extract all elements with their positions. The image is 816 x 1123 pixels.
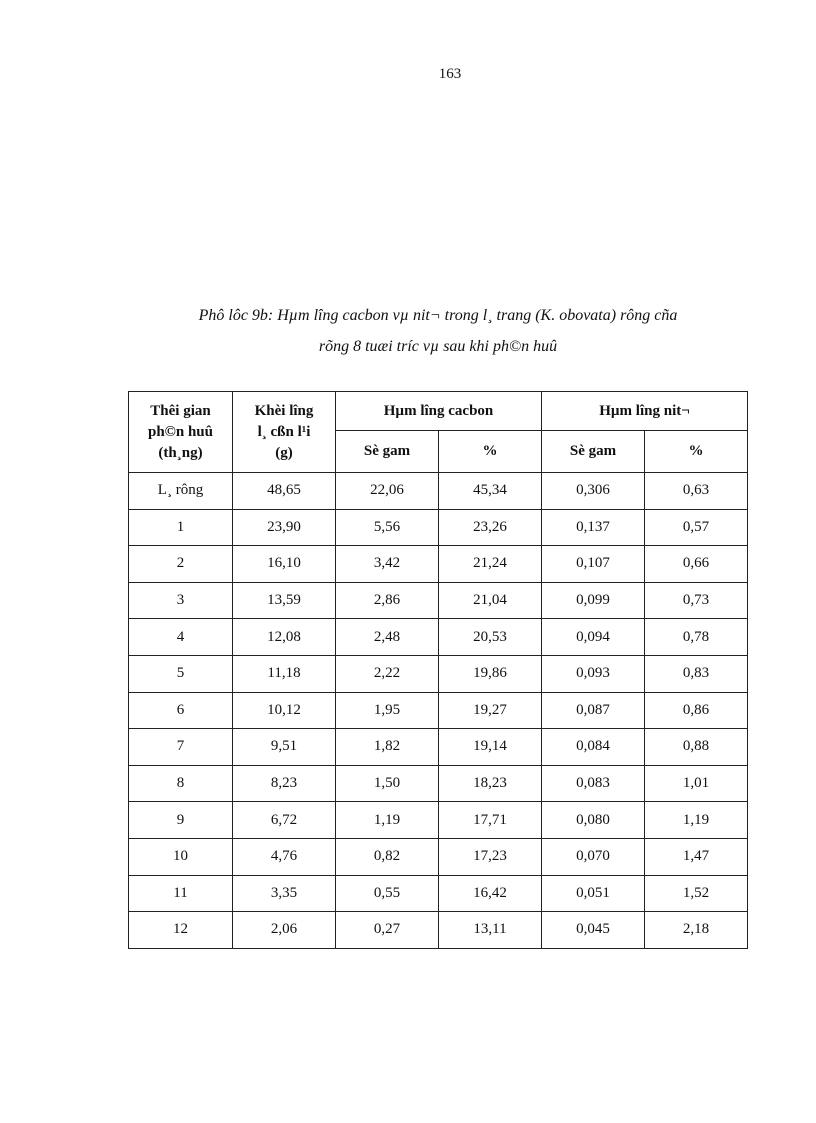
table-cell: 16,10	[233, 546, 336, 583]
table-row	[129, 619, 748, 656]
table-cell: 17,71	[439, 802, 542, 839]
table-cell: 6,72	[233, 802, 336, 839]
table-cell: 0,087	[542, 692, 645, 729]
table-cell: 2,18	[645, 912, 748, 949]
table-cell: 13,59	[233, 582, 336, 619]
caption-line-1: Phô lôc 9b: Hµm lîng cacbon vµ nit¬ trong l¸ trang (K. obovata) rông cña	[198, 307, 678, 324]
table-cell: 5	[129, 655, 233, 692]
table-row	[129, 509, 748, 546]
table-cell: 45,34	[439, 473, 542, 510]
table-cell: 0,88	[645, 729, 748, 766]
table-cell: 0,27	[336, 912, 439, 949]
table-cell: 10	[129, 838, 233, 875]
table-cell: 0,084	[542, 729, 645, 766]
header-mass: Khèi lîng l¸ cßn l¹i (g)	[233, 392, 336, 473]
table-cell: 17,23	[439, 838, 542, 875]
table-cell: 13,11	[439, 912, 542, 949]
table-cell: 3	[129, 582, 233, 619]
table-cell: 21,04	[439, 582, 542, 619]
table-cell: 0,094	[542, 619, 645, 656]
table-cell: 1,19	[336, 802, 439, 839]
table-cell: 0,070	[542, 838, 645, 875]
table-cell: 12,08	[233, 619, 336, 656]
table-cell: 0,86	[645, 692, 748, 729]
table-row	[129, 655, 748, 692]
table-cell: 1,47	[645, 838, 748, 875]
table-cell: 18,23	[439, 765, 542, 802]
table-cell: 23,90	[233, 509, 336, 546]
table-cell: 8,23	[233, 765, 336, 802]
table-row	[129, 912, 748, 949]
table-cell: 20,53	[439, 619, 542, 656]
table-cell: 2,86	[336, 582, 439, 619]
header-nitrogen-percent: %	[645, 431, 748, 473]
table-cell: 1,01	[645, 765, 748, 802]
table-cell: 3,42	[336, 546, 439, 583]
table-row	[129, 875, 748, 912]
table-cell: 2,22	[336, 655, 439, 692]
table-row	[129, 729, 748, 766]
table-cell: 5,56	[336, 509, 439, 546]
table-cell: 1	[129, 509, 233, 546]
table-cell: 2,06	[233, 912, 336, 949]
table-cell: 1,95	[336, 692, 439, 729]
table-cell: 0,051	[542, 875, 645, 912]
table-cell: 19,86	[439, 655, 542, 692]
table-cell: 0,57	[645, 509, 748, 546]
table-cell: 0,099	[542, 582, 645, 619]
header-row-1	[129, 392, 748, 431]
table-cell: 0,63	[645, 473, 748, 510]
table-cell: 9	[129, 802, 233, 839]
table-cell: 12	[129, 912, 233, 949]
table-row	[129, 765, 748, 802]
table-cell: 7	[129, 729, 233, 766]
table-cell: 0,107	[542, 546, 645, 583]
table-cell: 2,48	[336, 619, 439, 656]
header-time: Thêi gian ph©n huû (th¸ng)	[129, 392, 233, 473]
table-row	[129, 838, 748, 875]
table-cell: 1,19	[645, 802, 748, 839]
table-cell: 0,045	[542, 912, 645, 949]
table-row	[129, 473, 748, 510]
table-cell: 19,14	[439, 729, 542, 766]
table-body	[129, 473, 748, 949]
table-row	[129, 546, 748, 583]
table-cell: 4	[129, 619, 233, 656]
table-cell: 48,65	[233, 473, 336, 510]
table-cell: 0,083	[542, 765, 645, 802]
table-row	[129, 802, 748, 839]
table-cell: 22,06	[336, 473, 439, 510]
table-cell: 0,78	[645, 619, 748, 656]
table-cell: 0,73	[645, 582, 748, 619]
table-cell: 19,27	[439, 692, 542, 729]
table-cell: 0,83	[645, 655, 748, 692]
table-cell: 1,82	[336, 729, 439, 766]
data-table	[128, 391, 748, 949]
table-cell: 8	[129, 765, 233, 802]
table-cell: 11,18	[233, 655, 336, 692]
table-cell: 9,51	[233, 729, 336, 766]
table-cell: 16,42	[439, 875, 542, 912]
table-cell: 0,66	[645, 546, 748, 583]
table-cell: 3,35	[233, 875, 336, 912]
header-carbon-gram: Sè gam	[336, 431, 439, 473]
table-cell: 1,50	[336, 765, 439, 802]
caption-line-2: rõng 8 tuæi tríc vµ sau khi ph©n huû	[318, 338, 558, 355]
table-cell: L¸ rông	[129, 473, 233, 510]
table-cell: 23,26	[439, 509, 542, 546]
table-caption	[100, 300, 776, 362]
table-cell: 21,24	[439, 546, 542, 583]
table-cell: 10,12	[233, 692, 336, 729]
table-cell: 6	[129, 692, 233, 729]
page-number: 163	[438, 66, 462, 82]
table-cell: 0,82	[336, 838, 439, 875]
header-carbon: Hµm lîng cacbon	[336, 392, 542, 431]
table-cell: 4,76	[233, 838, 336, 875]
table-cell: 0,080	[542, 802, 645, 839]
table-row	[129, 692, 748, 729]
header-nitrogen: Hµm lîng nit¬	[542, 392, 748, 431]
table-cell: 1,52	[645, 875, 748, 912]
table-cell: 0,137	[542, 509, 645, 546]
table-cell: 0,306	[542, 473, 645, 510]
table-cell: 0,55	[336, 875, 439, 912]
table-cell: 11	[129, 875, 233, 912]
table-cell: 0,093	[542, 655, 645, 692]
table-cell: 2	[129, 546, 233, 583]
table-row	[129, 582, 748, 619]
header-carbon-percent: %	[439, 431, 542, 473]
header-nitrogen-gram: Sè gam	[542, 431, 645, 473]
